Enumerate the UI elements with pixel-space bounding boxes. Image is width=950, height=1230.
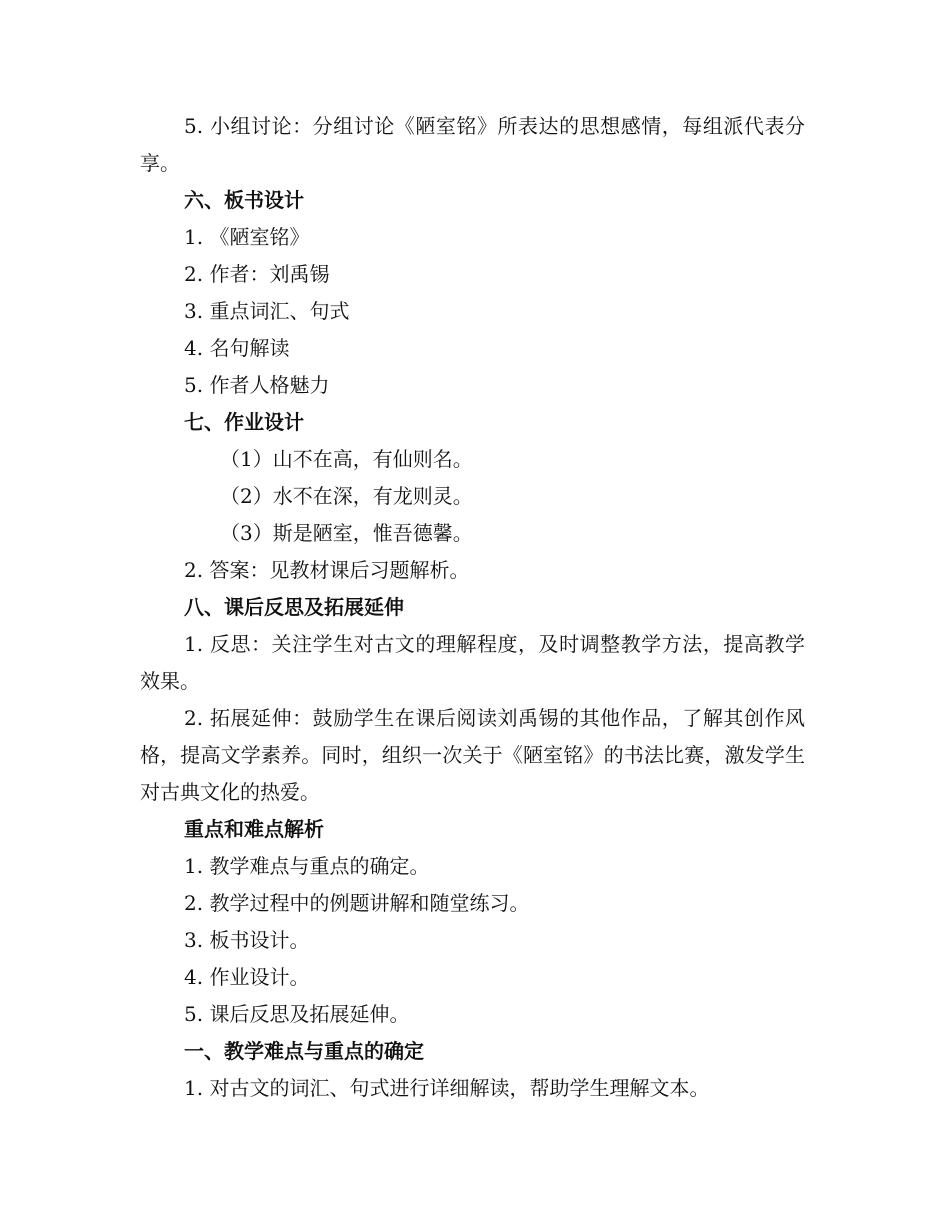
list-item: 1. 《陋室铭》 (184, 225, 310, 249)
paragraph-reflection: 1. 反思：关注学生对古文的理解程度，及时调整教学方法，提高教学效果。 (140, 632, 805, 693)
heading-reflection-extension: 八、课后反思及拓展延伸 (184, 595, 404, 619)
list-item: 3. 重点词汇、句式 (184, 299, 350, 323)
list-item: 3. 板书设计。 (184, 928, 310, 952)
list-item: 2. 教学过程中的例题讲解和随堂练习。 (184, 891, 530, 915)
paragraph-extension: 2. 拓展延伸：鼓励学生在课后阅读刘禹锡的其他作品，了解其创作风格，提高文学素养。同时，组织一次关于《陋室铭》的书法比赛，激发学生对古典文化的热爱。 (140, 706, 805, 804)
list-item: 1. 对古文的词汇、句式进行详细解读，帮助学生理解文本。 (184, 1076, 710, 1100)
paragraph-group-discussion: 5. 小组讨论：分组讨论《陋室铭》所表达的思想感情，每组派代表分享。 (140, 114, 805, 175)
list-item: 4. 作业设计。 (184, 965, 310, 989)
list-item: 5. 课后反思及拓展延伸。 (184, 1002, 410, 1026)
heading-determine-key-points: 一、教学难点与重点的确定 (184, 1039, 424, 1063)
sub-list-item: （1）山不在高，有仙则名。 (220, 447, 473, 471)
document-page (140, 108, 805, 1107)
list-item: 1. 教学难点与重点的确定。 (184, 854, 430, 878)
sub-list-item: （2）水不在深，有龙则灵。 (220, 484, 473, 508)
sub-list-item: （3）斯是陋室，惟吾德馨。 (220, 521, 473, 545)
list-item: 2. 作者：刘禹锡 (184, 262, 330, 286)
heading-homework-design: 七、作业设计 (184, 410, 304, 434)
list-item: 5. 作者人格魅力 (184, 373, 330, 397)
heading-board-design: 六、板书设计 (184, 188, 304, 212)
list-item: 4. 名句解读 (184, 336, 290, 360)
list-item: 2. 答案：见教材课后习题解析。 (184, 558, 470, 582)
heading-key-difficult-points: 重点和难点解析 (184, 817, 324, 841)
